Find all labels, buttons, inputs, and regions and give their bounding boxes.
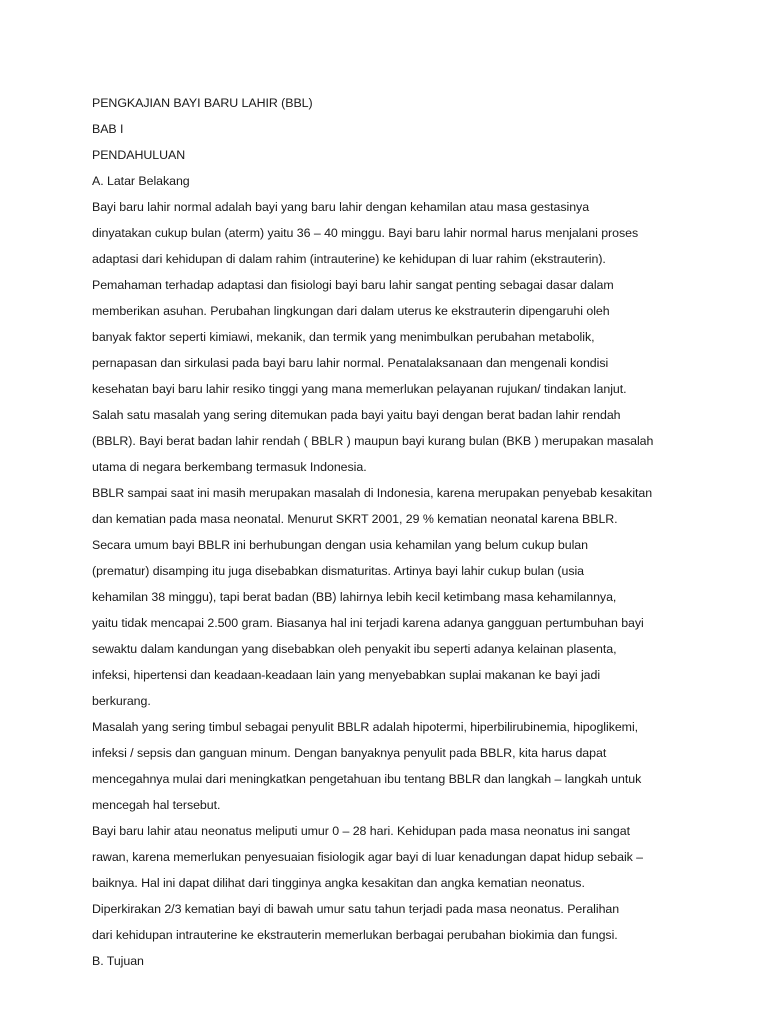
chapter-label: BAB I	[92, 122, 124, 136]
text-line: BBLR sampai saat ini masih merupakan masalah di Indonesia, karena merupakan penyebab kesakitan	[92, 486, 653, 500]
text-line: memberikan asuhan. Perubahan lingkungan dari dalam uterus ke ekstrauterin dipengaruhi oleh	[92, 304, 610, 318]
text-line: mencegah hal tersebut.	[92, 798, 221, 812]
text-line: mencegahnya mulai dari meningkatkan pengetahuan ibu tentang BBLR dan langkah – langkah untuk	[92, 772, 642, 786]
chapter-title: PENDAHULUAN	[92, 148, 186, 162]
text-line: dan kematian pada masa neonatal. Menurut SKRT 2001, 29 % kematian neonatal karena BBLR.	[92, 512, 618, 526]
text-line: dinyatakan cukup bulan (aterm) yaitu 36 – 40 minggu. Bayi baru lahir normal harus menjalani proses	[92, 226, 639, 240]
text-line: infeksi, hipertensi dan keadaan-keadaan lain yang menyebabkan suplai makanan ke bayi jadi	[92, 668, 601, 682]
text-line: kesehatan bayi baru lahir resiko tinggi yang mana memerlukan pelayanan rujukan/ tindakan lanjut.	[92, 382, 627, 396]
section-heading: B. Tujuan	[92, 954, 144, 968]
document-page	[92, 90, 682, 974]
text-line: dari kehidupan intrauterine ke ekstrauterin memerlukan berbagai perubahan biokimia dan fungsi.	[92, 928, 618, 942]
section-heading: A. Latar Belakang	[92, 174, 190, 188]
document-title: PENGKAJIAN BAYI BARU LAHIR (BBL)	[92, 96, 313, 110]
text-line: yaitu tidak mencapai 2.500 gram. Biasanya hal ini terjadi karena adanya gangguan pertumbuhan bayi	[92, 616, 644, 630]
text-line: (BBLR). Bayi berat badan lahir rendah ( BBLR ) maupun bayi kurang bulan (BKB ) merupakan masalah	[92, 434, 654, 448]
text-line: sewaktu dalam kandungan yang disebabkan oleh penyakit ibu seperti adanya kelainan plasenta,	[92, 642, 617, 656]
text-line: Bayi baru lahir normal adalah bayi yang baru lahir dengan kehamilan atau masa gestasinya	[92, 200, 590, 214]
text-line: berkurang.	[92, 694, 151, 708]
text-line: utama di negara berkembang termasuk Indonesia.	[92, 460, 367, 474]
text-line: infeksi / sepsis dan ganguan minum. Dengan banyaknya penyulit pada BBLR, kita harus dapat	[92, 746, 607, 760]
text-line: Secara umum bayi BBLR ini berhubungan dengan usia kehamilan yang belum cukup bulan	[92, 538, 588, 552]
text-line: adaptasi dari kehidupan di dalam rahim (intrauterine) ke kehidupan di luar rahim (ekstrauterin).	[92, 252, 606, 266]
text-line: baiknya. Hal ini dapat dilihat dari tingginya angka kesakitan dan angka kematian neonatus.	[92, 876, 585, 890]
text-line: (prematur) disamping itu juga disebabkan dismaturitas. Artinya bayi lahir cukup bulan (usia	[92, 564, 585, 578]
text-line: rawan, karena memerlukan penyesuaian fisiologik agar bayi di luar kenadungan dapat hidup sebaik –	[92, 850, 644, 864]
text-line: banyak faktor seperti kimiawi, mekanik, dan termik yang menimbulkan perubahan metabolik,	[92, 330, 595, 344]
text-line: Diperkirakan 2/3 kematian bayi di bawah umur satu tahun terjadi pada masa neonatus. Peralihan	[92, 902, 620, 916]
text-line: pernapasan dan sirkulasi pada bayi baru lahir normal. Penatalaksanaan dan mengenali kondisi	[92, 356, 609, 370]
text-line: Masalah yang sering timbul sebagai penyulit BBLR adalah hipotermi, hiperbilirubinemia, hipoglikemi,	[92, 720, 639, 734]
text-line: Salah satu masalah yang sering ditemukan pada bayi yaitu bayi dengan berat badan lahir rendah	[92, 408, 621, 422]
text-line: kehamilan 38 minggu), tapi berat badan (BB) lahirnya lebih kecil ketimbang masa kehamilannya,	[92, 590, 617, 604]
text-line: Bayi baru lahir atau neonatus meliputi umur 0 – 28 hari. Kehidupan pada masa neonatus ini sangat	[92, 824, 630, 838]
text-line: Pemahaman terhadap adaptasi dan fisiologi bayi baru lahir sangat penting sebagai dasar dalam	[92, 278, 614, 292]
